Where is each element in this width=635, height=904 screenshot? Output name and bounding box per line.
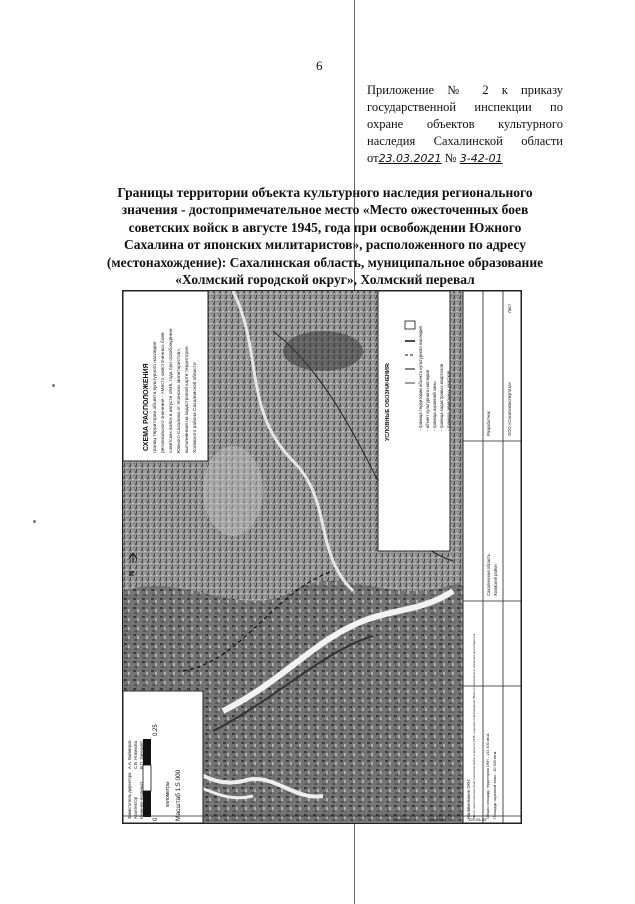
title-line: значения - достопримечательное место «Место ожесточенных боев xyxy=(121,202,529,218)
stamp-area-total: Общая площадь территории ОКН - 144 400 кв.м. xyxy=(486,732,490,819)
stamp-heading: Наименование ОКН: xyxy=(466,778,471,819)
title-line: (местонахождение): Сахалинская область, муниципальное образование xyxy=(106,254,544,270)
scheme-description-line: Холмского района Сахалинской области xyxy=(193,362,198,453)
title-line: Границы территории объекта культурного наследия регионального xyxy=(117,185,533,200)
appendix-line: Приложение № 2 к приказу xyxy=(367,83,563,97)
staff-role: Инженер-геодезист xyxy=(139,781,144,819)
bottom-code: 120-05-03 xyxy=(468,817,487,822)
page-number: 6 xyxy=(316,58,323,73)
document-title xyxy=(90,184,560,288)
scan-speck xyxy=(33,520,36,523)
scheme-description-line: Южного Сахалина от японских милитаристов», xyxy=(177,347,182,453)
bottom-code: 125-03-03 xyxy=(428,817,447,822)
scale-unit: километры xyxy=(165,781,171,807)
appendix-line: государственной инспекции по xyxy=(367,100,563,114)
legend-item: - объект культурного наследия xyxy=(425,369,430,431)
staff-name: А.А. Ваймеров xyxy=(127,740,132,769)
title-line: Сахалина от японских милитаристов», расположенного по адресу xyxy=(124,237,526,253)
scheme-description-line: выполненная на кадастровой карте территории xyxy=(185,346,190,453)
appendix-block xyxy=(367,82,563,167)
scheme-description-line: регионального значения - «Место ожесточенных боев xyxy=(161,332,166,453)
stamp-region: Сахалинская область xyxy=(486,553,491,596)
staff-name: В.П. Зарецкий xyxy=(139,741,144,769)
legend-item: - граница охранной зоны xyxy=(432,381,437,431)
handwritten-number: 3-42-01 xyxy=(459,152,503,165)
appendix-line: наследия Сахалинской области xyxy=(367,134,563,148)
scale-label: Масштаб 1:5 000 xyxy=(175,769,182,821)
map-scheme xyxy=(122,290,522,824)
stamp-object-name: Место ожесточенных боев советских войск в августе 1945, года при освобождении Южного Сахалина от японских милитаристов xyxy=(472,633,476,819)
legend-item: - граница кадастровых кварталов xyxy=(439,364,444,431)
title-line: «Холмский городской округ», Холмский перевал xyxy=(175,272,475,288)
staff-role: Архитектор xyxy=(133,796,138,819)
scheme-description-line: советских войск в августе 1945, года при освобождении xyxy=(169,328,174,453)
staff-role: Заместитель директора xyxy=(127,772,132,819)
date-prefix: от xyxy=(367,151,379,165)
appendix-date-line xyxy=(367,150,563,167)
north-arrow-label: N xyxy=(129,570,136,576)
handwritten-date: 23.03.2021 xyxy=(378,152,442,165)
stamp-district: Холмский район xyxy=(493,564,498,596)
stamp-organization: ООО «Сахалинэкспертиза» xyxy=(507,382,512,436)
legend-item: - граница земельных участков xyxy=(446,370,451,431)
stamp-sheet: Лист xyxy=(507,303,512,313)
number-prefix: № xyxy=(444,151,457,165)
scan-speck xyxy=(52,384,55,387)
staff-name: С.В. Новикова xyxy=(133,741,138,769)
title-line: советских войск в августе 1945, года при освобождении Южного xyxy=(128,219,522,235)
bottom-code: 05-145-02 xyxy=(393,817,412,822)
appendix-line: охране объектов культурного xyxy=(367,117,563,131)
scheme-title: СХЕМА РАСПОЛОЖЕНИЯ xyxy=(143,363,150,451)
stamp-developer: Разработчик: xyxy=(486,410,491,436)
scale-end: 0.25 xyxy=(153,724,159,736)
legend-item: - граница территории объекта культурного наследия xyxy=(418,326,423,431)
legend-title: УСЛОВНЫЕ ОБОЗНАЧЕНИЯ: xyxy=(385,362,391,441)
scale-start: 0 xyxy=(153,817,159,821)
scheme-description-line: границ территории объекта культурного наследия xyxy=(153,341,158,453)
satellite-map-image xyxy=(123,291,521,823)
stamp-area-zone: Площадь охранной зоны - 30 300 кв.м. xyxy=(493,750,497,819)
